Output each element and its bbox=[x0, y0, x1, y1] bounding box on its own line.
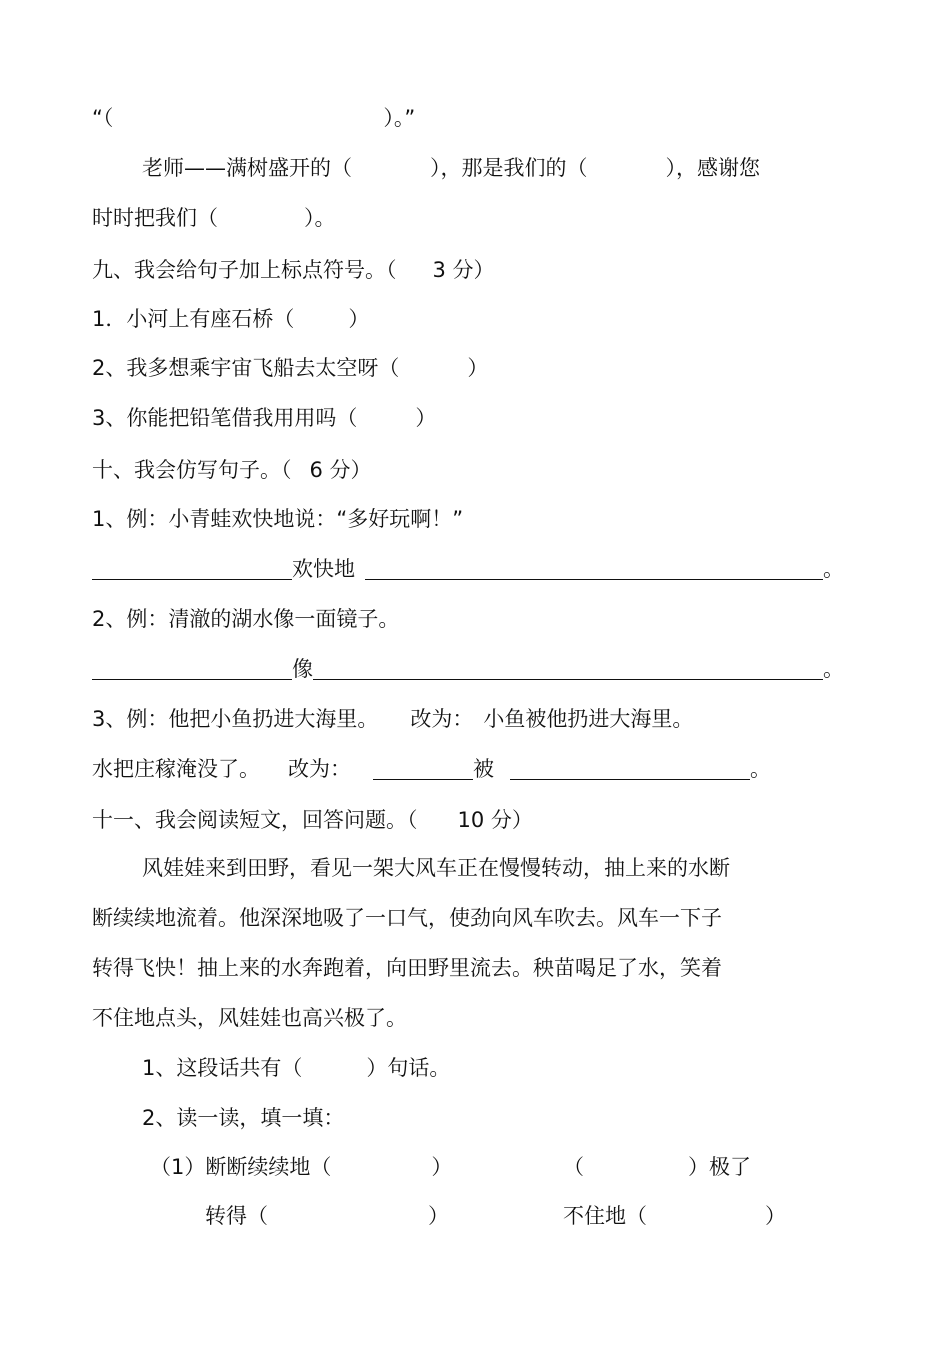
s10-example-3: 3、例：他把小鱼扔进大海里。 改为： 小鱼被他扔进大海里。 bbox=[92, 707, 694, 731]
fill-line[interactable] bbox=[510, 757, 750, 780]
section-10-title: 十、我会仿写句子。（ 6 分） bbox=[92, 458, 372, 482]
section-9-title: 九、我会给句子加上标点符号。（ 3 分） bbox=[92, 258, 495, 282]
passage-line-4: 不住地点头，风娃娃也高兴极了。 bbox=[92, 1006, 407, 1030]
s9-question-1: 1．小河上有座石桥（ ） bbox=[92, 307, 370, 331]
fill-line[interactable] bbox=[92, 657, 292, 680]
s10-example-1: 1、例：小青蛙欢快地说：“多好玩啊！” bbox=[92, 507, 464, 531]
line-quote-blank: “（ ）。” bbox=[92, 106, 416, 130]
s10-answer-3: 水把庄稼淹没了。 改为： 被 。 bbox=[92, 757, 771, 781]
q2-row-1-left: （1）断断续续地（ ） bbox=[150, 1155, 453, 1179]
reading-question-2: 2、读一读，填一填： bbox=[142, 1106, 345, 1130]
fill-line[interactable] bbox=[92, 557, 292, 580]
passage-line-2: 断续续地流着。他深深地吸了一口气，使劲向风车吹去。风车一下子 bbox=[92, 906, 722, 930]
q2-row-2-left: 转得（ ） bbox=[205, 1204, 449, 1228]
q2-row-2-right: 不住地（ ） bbox=[563, 1204, 786, 1228]
passage-line-1: 风娃娃来到田野，看见一架大风车正在慢慢转动，抽上来的水断 bbox=[142, 856, 730, 880]
s10-answer-2: 像 。 bbox=[92, 655, 844, 683]
s9-question-2: 2、我多想乘宇宙飞船去太空呀（ ） bbox=[92, 356, 489, 380]
s10-answer-1: 欢快地 。 bbox=[92, 555, 844, 583]
passage-line-3: 转得飞快！抽上来的水奔跑着，向田野里流去。秧苗喝足了水，笑着 bbox=[92, 956, 722, 980]
q2-row-1-right: （ ）极了 bbox=[563, 1155, 751, 1179]
s10-example-2: 2、例：清澈的湖水像一面镜子。 bbox=[92, 607, 400, 631]
line-teacher-cont: 时时把我们（ ）。 bbox=[92, 206, 336, 230]
fill-line[interactable] bbox=[365, 557, 823, 580]
reading-question-1: 1、这段话共有（ ）句话。 bbox=[142, 1056, 451, 1080]
line-teacher: 老师——满树盛开的（ ），那是我们的（ ），感谢您 bbox=[142, 156, 760, 180]
fill-line[interactable] bbox=[373, 757, 473, 780]
fill-line[interactable] bbox=[313, 657, 823, 680]
section-11-title: 十一、我会阅读短文，回答问题。（ 10 分） bbox=[92, 808, 533, 832]
s9-question-3: 3、你能把铅笔借我用用吗（ ） bbox=[92, 406, 437, 430]
